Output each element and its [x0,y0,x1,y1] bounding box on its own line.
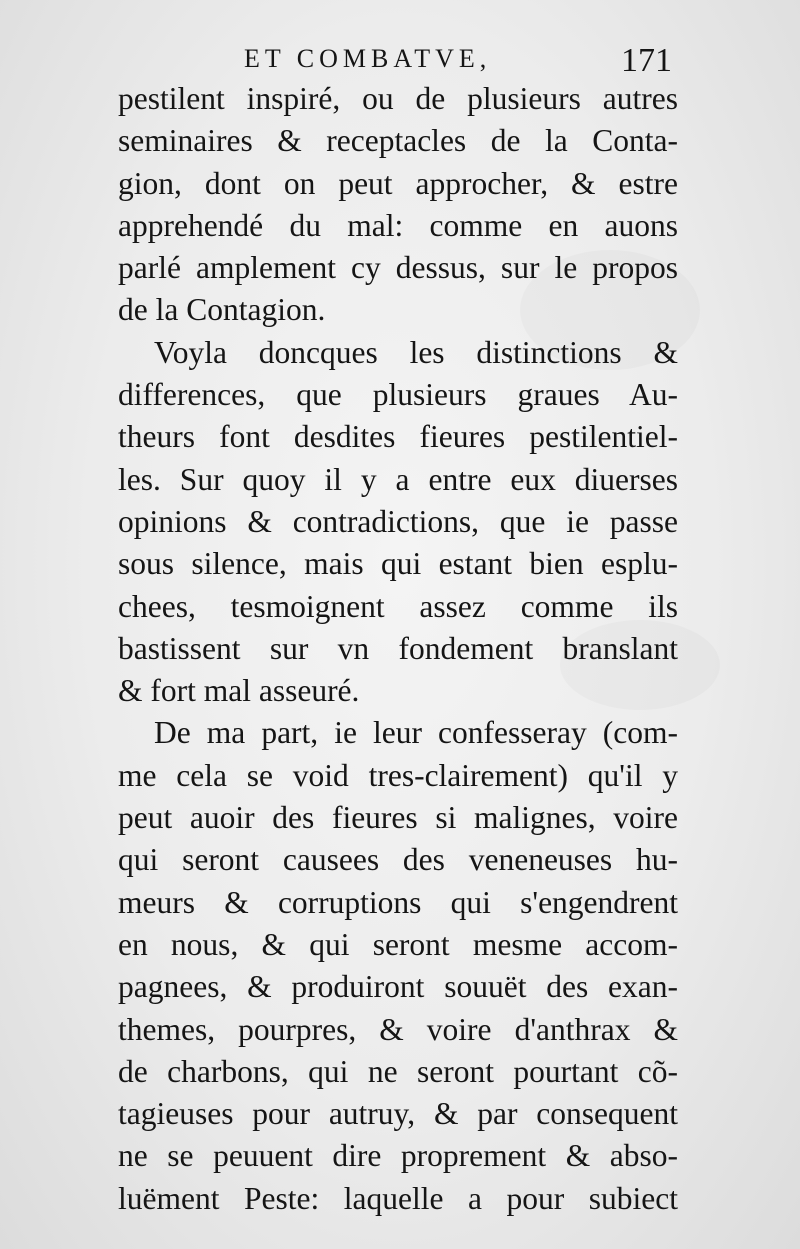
text-line: bastissent sur vn fondement branslant [118,630,678,666]
text-line: themes, pourpres, & voire d'anthrax & [118,1011,678,1047]
text-line: seminaires & receptacles de la Conta- [118,123,678,159]
text-line: theurs font desdites fieures pestilentiel- [118,419,678,455]
text-line: pagnees, & produiront souuët des exan- [118,969,678,1005]
running-title: ET COMBATVE, [244,44,492,73]
text-line: peut auoir des fieures si malignes, voire [118,800,678,836]
text-line: de charbons, qui ne seront pourtant cõ- [118,1053,678,1089]
text-line: differences, que plusieurs graues Au- [118,377,678,413]
text-line: & fort mal asseuré. [118,673,360,709]
text-line: luëment Peste: laquelle a pour subiect [118,1180,678,1216]
body-text [118,78,678,1220]
text-line: tagieuses pour autruy, & par consequent [118,1096,678,1132]
text-line: les. Sur quoy il y a entre eux diuerses [118,461,678,497]
page-number: 171 [621,42,672,79]
text-line: apprehendé du mal: comme en auons [118,207,678,243]
text-line: en nous, & qui seront mesme accom- [118,926,678,962]
text-line: sous silence, mais qui estant bien esplu- [118,546,678,582]
text-line: qui seront causees des veneneuses hu- [118,842,678,878]
text-line: parlé amplement cy dessus, sur le propos [118,250,678,286]
text-line: chees, tesmoignent assez comme ils [118,588,678,624]
text-line: ne se peuuent dire proprement & abso- [118,1138,678,1174]
text-line: Voyla doncques les distinctions & [154,334,678,370]
text-line: me cela se void tres-clairement) qu'il y [118,757,678,793]
text-line: opinions & contradictions, que ie passe [118,503,678,539]
text-line: De ma part, ie leur confesseray (com- [154,715,678,751]
text-line: meurs & corruptions qui s'engendrent [118,884,678,920]
text-line: gion, dont on peut approcher, & estre [118,165,678,201]
text-line: de la Contagion. [118,292,326,328]
text-line: pestilent inspiré, ou de plusieurs autres [118,81,678,116]
